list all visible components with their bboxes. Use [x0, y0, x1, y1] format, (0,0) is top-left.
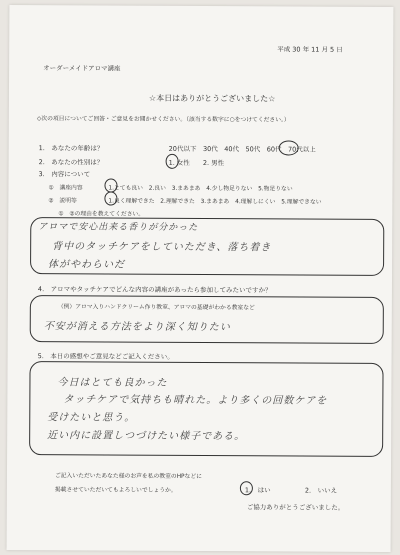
q1-options: 20代以下 30代 40代 50代 60代 70代以上 — [168, 144, 316, 154]
q2-label: 2. あなたの性別は？ — [38, 158, 104, 167]
survey-sheet — [7, 5, 394, 552]
consent-yes: 1. はい — [244, 486, 271, 495]
q4-example: （例）アロマ入りハンドクリーム作り教室、アロマの基礎がわかる教室など — [57, 304, 255, 312]
survey-intro: ◇次の項目についてご回答・ご意見をお聞かせください。（該当する数字に○をつけてください。） — [36, 116, 290, 124]
consent-no: 2. いいえ — [304, 486, 338, 495]
course-name: オーダーメイドアロマ講座 — [43, 64, 121, 73]
survey-title: ☆本日はありがとうございました☆ — [148, 93, 276, 104]
q3-row2-options: 1.良く理解できた 2.理解できた 3.まあまあ 4.理解しにくい 5.理解できない — [108, 198, 322, 206]
q1-label: 1. あなたの年齢は？ — [38, 144, 104, 153]
q3-row1-options: 1.とても良い 2.良い 3.まあまあ 4.少し物足りない 5.物足りない — [108, 185, 293, 193]
consent-line-1: ご記入いただいたあなた様のお声を私の教室のHPなどに — [54, 473, 202, 481]
q3-answer-line-2: 背中のタッチケアをしていただき、落ち着き — [52, 241, 272, 254]
thanks-message: ご協力ありがとうございました。 — [246, 503, 345, 512]
q3-answer-line-1: アロマで安心出来る香りが分かった — [38, 222, 199, 233]
q4-label: 4. アロマやタッチケアでどんな内容の講座があったら参加してみたいですか？ — [37, 285, 272, 295]
q5-answer-line-2: タッチケアで気持ちも晴れた。より多くの回数ケアを — [63, 394, 328, 407]
q3-row2-circle — [104, 191, 117, 205]
q2-options: 1. 女性 2. 男性 — [168, 158, 225, 168]
survey-date: 平成 30 年 11 月 5 日 — [277, 45, 343, 54]
q5-answer-line-3: 受けたいと思う。 — [47, 412, 136, 424]
q3-answer-line-3: 体がやわらいだ — [48, 259, 126, 271]
consent-yes-circle — [240, 481, 253, 495]
q3-row2-label: ② 説明等 — [48, 198, 77, 205]
q1-answer-circle — [279, 140, 299, 155]
q5-answer-line-4: 近い内に設置しつづけたい様子である。 — [47, 430, 246, 443]
q3-row1-circle — [104, 178, 117, 192]
q3-label: 3. 内容について — [38, 170, 91, 179]
q2-answer-circle — [166, 154, 179, 169]
q5-answer-line-1: 今日はとても良かった — [57, 377, 168, 389]
q3-row1-label: ① 講座内容 — [48, 185, 83, 192]
consent-line-2: 掲載させていただいてもよろしいでしょうか。 — [54, 487, 177, 494]
q3-reason-label: ① ②の理由を教えてください。 — [58, 211, 145, 218]
q4-answer: 不安が消える方法をより深く知りたい — [43, 321, 231, 334]
q5-label: 5. 本日の感想やご意見などご記入ください。 — [37, 352, 174, 361]
